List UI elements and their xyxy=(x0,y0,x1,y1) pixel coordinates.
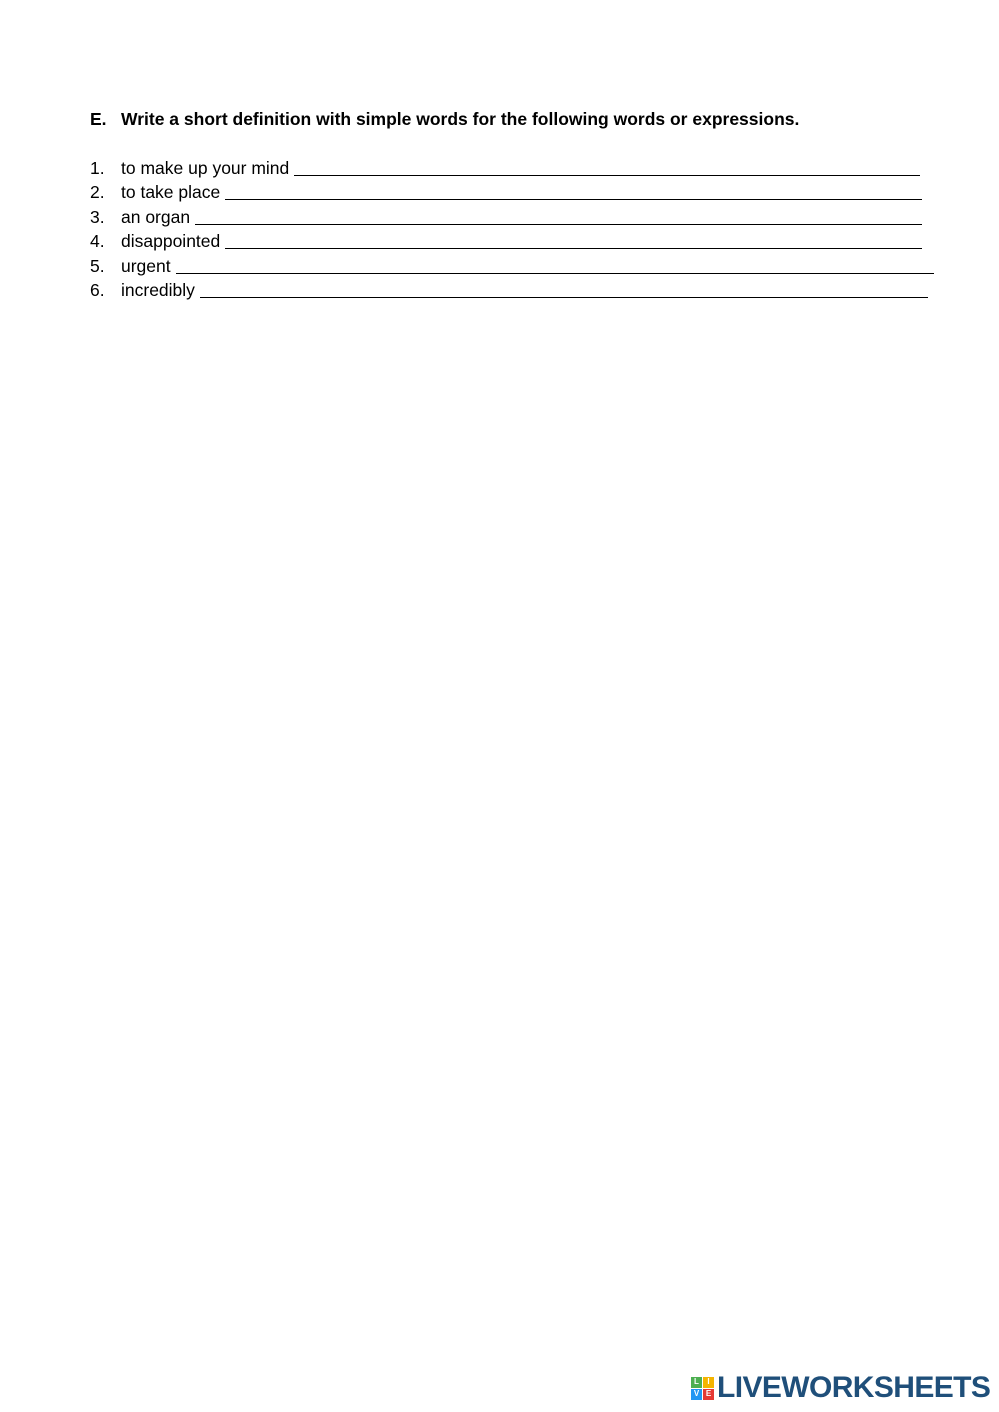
logo-cell: I xyxy=(703,1377,714,1388)
list-item xyxy=(90,182,934,206)
question-term: urgent xyxy=(121,255,171,276)
answer-line[interactable] xyxy=(176,256,934,274)
answer-line[interactable] xyxy=(225,231,922,249)
answer-line[interactable] xyxy=(195,207,922,225)
section-letter: E. xyxy=(90,109,107,129)
question-term: disappointed xyxy=(121,231,221,252)
section-instruction: Write a short definition with simple words for the following words or expressions. xyxy=(121,109,800,129)
list-item xyxy=(90,280,934,304)
question-term: to make up your mind xyxy=(121,158,290,178)
answer-line[interactable] xyxy=(225,182,922,200)
question-number: 1. xyxy=(90,158,105,178)
section-heading xyxy=(90,109,799,130)
logo-text: LIVEWORKSHEETS xyxy=(717,1371,991,1404)
question-term: to take place xyxy=(121,182,221,203)
question-number: 5. xyxy=(90,255,105,276)
logo-mark-icon xyxy=(691,1377,714,1400)
logo-cell: V xyxy=(691,1389,702,1400)
question-term: incredibly xyxy=(121,279,195,300)
logo-cell: L xyxy=(691,1377,702,1388)
question-number: 6. xyxy=(90,279,105,300)
logo-cell: E xyxy=(703,1389,714,1400)
liveworksheets-logo xyxy=(691,1371,991,1404)
answer-line[interactable] xyxy=(200,280,928,298)
question-number: 3. xyxy=(90,206,105,227)
answer-line[interactable] xyxy=(294,158,920,176)
question-number: 4. xyxy=(90,231,105,252)
question-number: 2. xyxy=(90,182,105,203)
list-item xyxy=(90,256,934,280)
question-list xyxy=(90,158,934,304)
question-term: an organ xyxy=(121,206,191,227)
list-item xyxy=(90,207,934,231)
list-item xyxy=(90,158,934,182)
list-item xyxy=(90,231,934,255)
